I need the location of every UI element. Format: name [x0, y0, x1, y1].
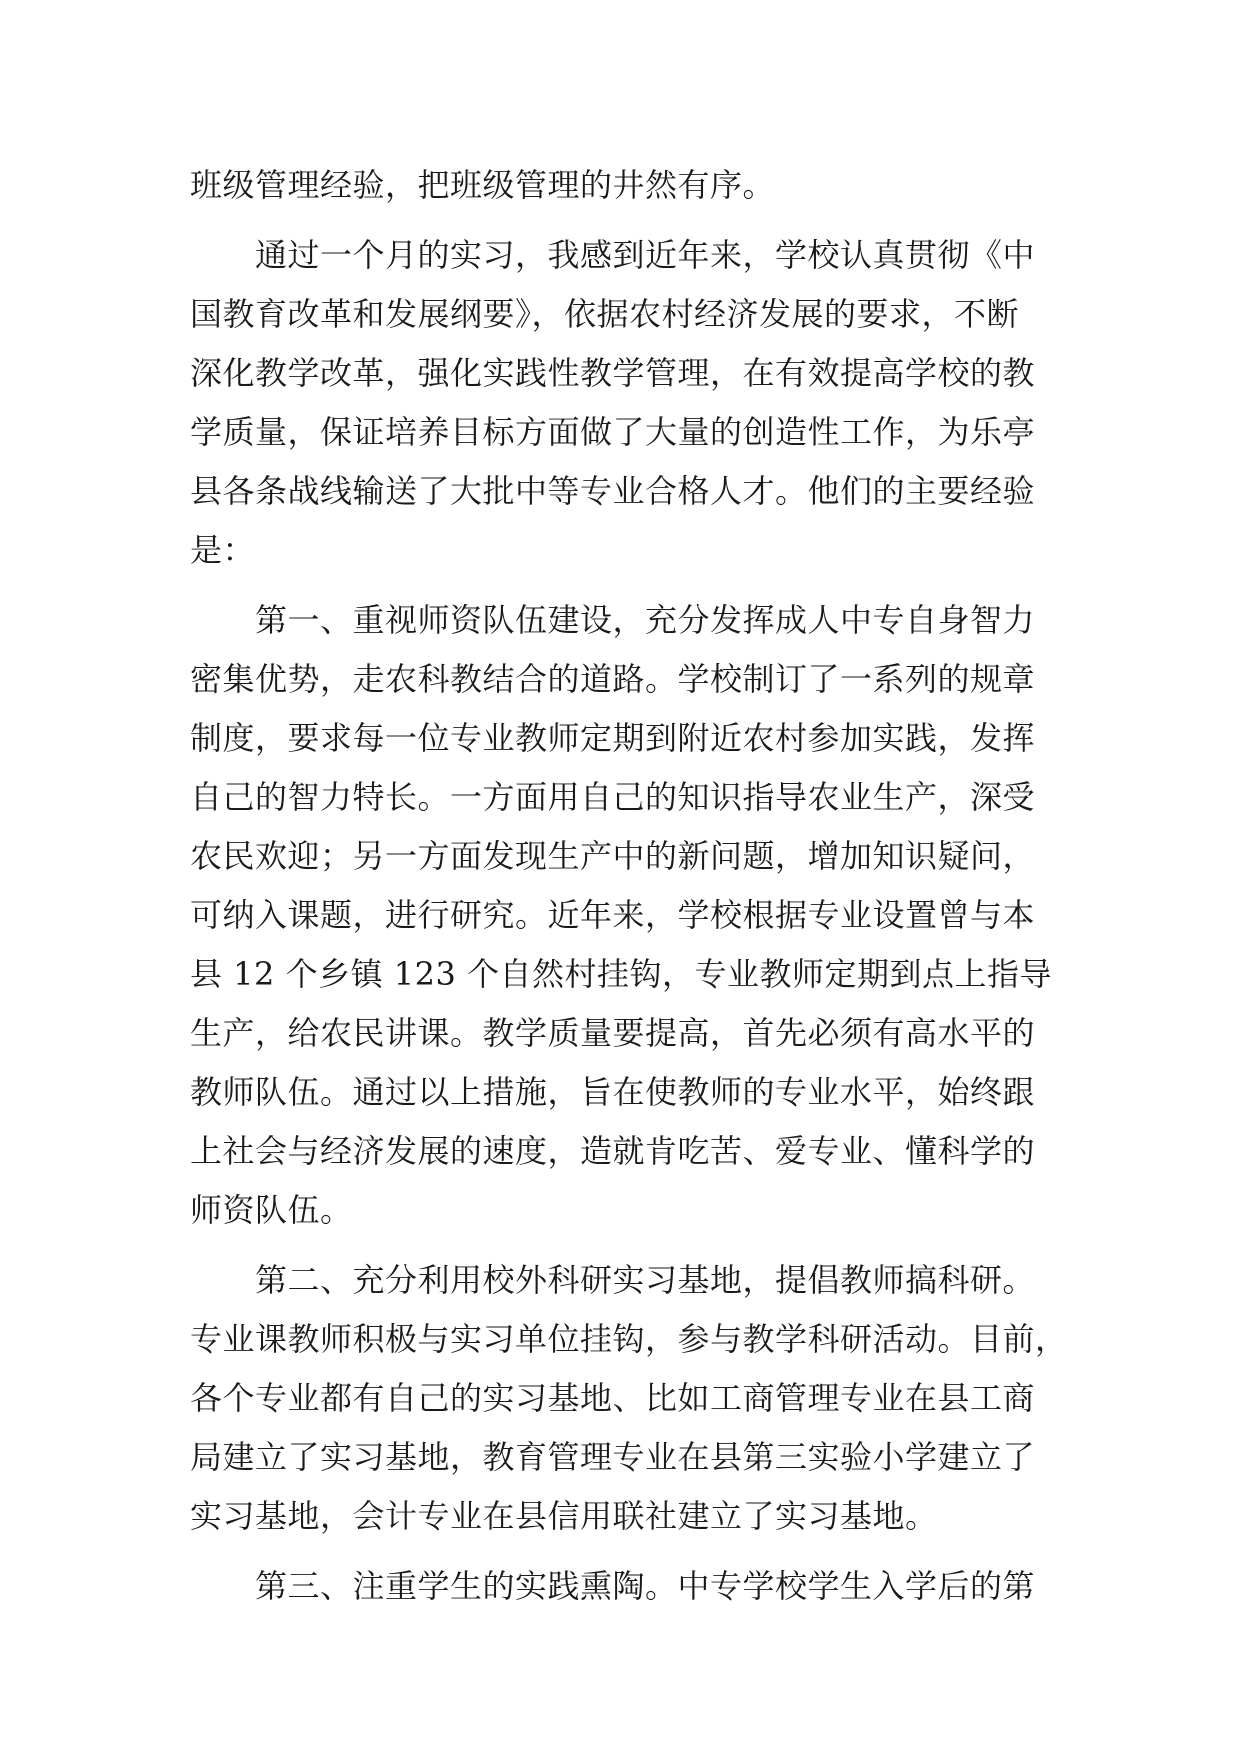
text-line: 是： — [190, 531, 256, 569]
text-line: 教师队伍。通过以上措施，旨在使教师的专业水平，始终跟 — [190, 1073, 1036, 1111]
text-line: 生产，给农民讲课。教学质量要提高，首先必须有高水平的 — [190, 1014, 1036, 1052]
text-line: 专业课教师积极与实习单位挂钩，参与教学科研活动。目前， — [190, 1320, 1068, 1358]
text-line: 农民欢迎；另一方面发现生产中的新问题，增加知识疑问， — [190, 837, 1036, 875]
text-line: 各个专业都有自己的实习基地、比如工商管理专业在县工商 — [190, 1379, 1036, 1417]
text-line: 通过一个月的实习，我感到近年来，学校认真贯彻《中 — [190, 236, 1036, 274]
text-line: 实习基地，会计专业在县信用联社建立了实习基地。 — [190, 1497, 938, 1535]
text-line: 县各条战线输送了大批中等专业合格人才。他们的主要经验 — [190, 472, 1036, 510]
text-line: 第二、充分利用校外科研实习基地，提倡教师搞科研。 — [190, 1261, 1036, 1299]
text-line: 深化教学改革，强化实践性教学管理，在有效提高学校的教 — [190, 354, 1036, 392]
text-line: 学质量，保证培养目标方面做了大量的创造性工作，为乐亭 — [190, 413, 1036, 451]
text-line: 制度，要求每一位专业教师定期到附近农村参加实践，发挥 — [190, 719, 1036, 757]
paragraph — [190, 226, 1070, 580]
text-line: 上社会与经济发展的速度，造就肯吃苦、爱专业、懂科学的 — [190, 1132, 1036, 1170]
paragraph — [190, 156, 1070, 215]
text-line: 班级管理经验，把班级管理的井然有序。 — [190, 166, 776, 204]
text-line: 自己的智力特长。一方面用自己的知识指导农业生产，深受 — [190, 778, 1036, 816]
text-line: 国教育改革和发展纲要》，依据农村经济发展的要求，不断 — [190, 295, 1020, 333]
text-line: 第一、重视师资队伍建设，充分发挥成人中专自身智力 — [190, 601, 1036, 639]
paragraph — [190, 1251, 1070, 1546]
text-line: 师资队伍。 — [190, 1191, 353, 1229]
text-line: 局建立了实习基地，教育管理专业在县第三实验小学建立了 — [190, 1438, 1036, 1476]
text-line: 县 12 个乡镇 123 个自然村挂钩，专业教师定期到点上指导 — [190, 955, 1052, 993]
document-body — [190, 156, 1070, 1616]
text-line: 可纳入课题，进行研究。近年来，学校根据专业设置曾与本 — [190, 896, 1036, 934]
paragraph — [190, 591, 1070, 1240]
text-line: 第三、注重学生的实践熏陶。中专学校学生入学后的第 — [190, 1567, 1036, 1605]
text-line: 密集优势，走农科教结合的道路。学校制订了一系列的规章 — [190, 660, 1036, 698]
paragraph — [190, 1557, 1070, 1616]
